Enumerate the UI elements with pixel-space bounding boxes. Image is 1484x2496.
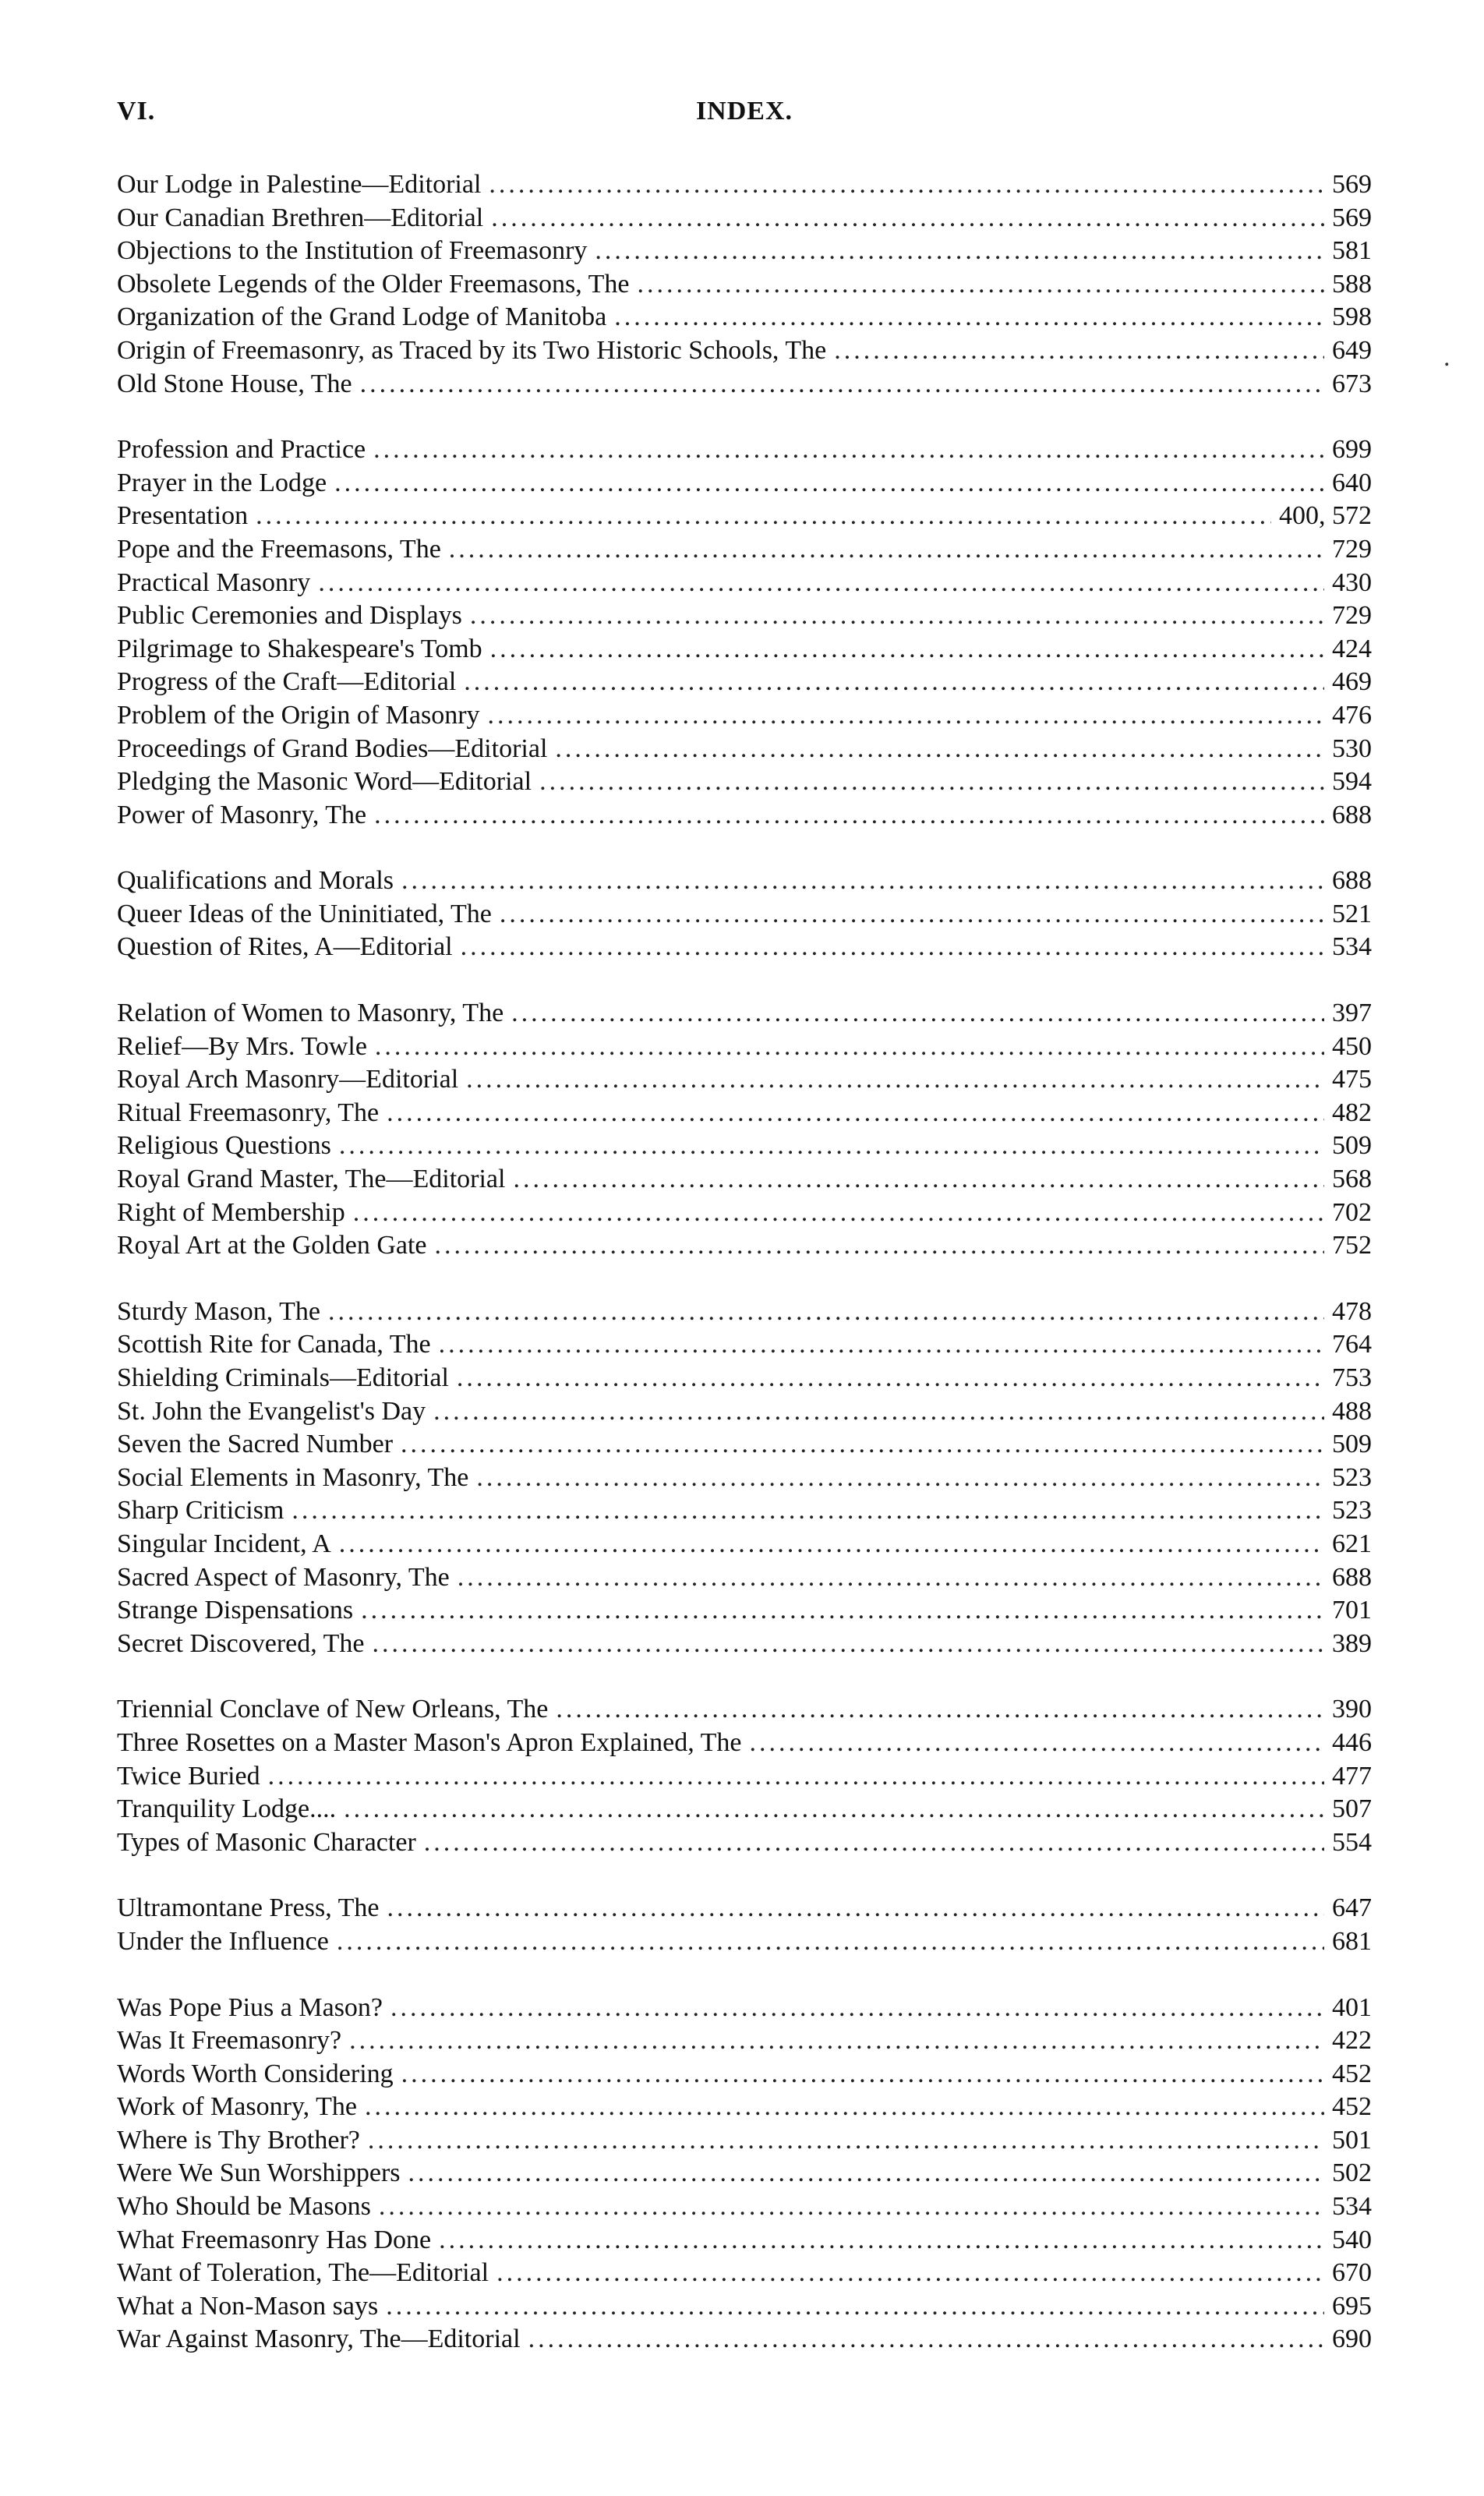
entry-title: Our Canadian Brethren—Editorial <box>117 203 484 232</box>
index-entry <box>117 1428 1372 1462</box>
entry-page-number: 478 <box>1332 1296 1372 1326</box>
index-entry <box>117 1727 1372 1760</box>
entry-page-number: 476 <box>1332 700 1372 730</box>
dot-leader <box>595 235 1324 268</box>
dot-leader <box>424 1826 1324 1860</box>
entry-page-number: 424 <box>1332 634 1372 663</box>
entry-title: Who Should be Masons <box>117 2192 371 2222</box>
entry-page-number: 534 <box>1332 2192 1372 2222</box>
dot-leader <box>387 1892 1324 1925</box>
entry-page-number: 640 <box>1332 468 1372 497</box>
dot-leader <box>489 168 1324 202</box>
dot-leader <box>375 1031 1324 1064</box>
entry-title: Obsolete Legends of the Older Freemasons, The <box>117 269 630 299</box>
index-entry <box>117 1462 1372 1495</box>
entry-title: Strange Dispensations <box>117 1596 354 1625</box>
entry-page-number: 568 <box>1332 1165 1372 1194</box>
entry-page-number: 729 <box>1332 534 1372 564</box>
index-entry <box>117 2257 1372 2290</box>
entry-title: Seven the Sacred Number <box>117 1430 394 1459</box>
index-entry <box>117 1693 1372 1727</box>
dot-leader <box>361 1594 1324 1628</box>
entry-title: Scottish Rite for Canada, The <box>117 1330 431 1359</box>
index-entry <box>117 235 1372 268</box>
index-entry <box>117 2290 1372 2324</box>
index-entry <box>117 334 1372 368</box>
dot-leader <box>401 864 1324 898</box>
index-entry <box>117 268 1372 302</box>
index-entry <box>117 1628 1372 1661</box>
entry-title: Royal Arch Masonry—Editorial <box>117 1065 459 1094</box>
dot-leader <box>556 1693 1324 1727</box>
index-entry <box>117 1395 1372 1429</box>
entry-page-number: 569 <box>1332 170 1372 199</box>
index-entry <box>117 1925 1372 1959</box>
entry-page-number: 422 <box>1332 2026 1372 2056</box>
dot-leader <box>511 997 1324 1031</box>
page-title: INDEX. <box>695 97 793 126</box>
entry-title: Religious Questions <box>117 1131 331 1161</box>
entry-page-number: 688 <box>1332 866 1372 896</box>
index-entry <box>117 733 1372 766</box>
index-entry <box>117 666 1372 699</box>
page-number-roman: VI. <box>117 97 156 126</box>
index-entry <box>117 1031 1372 1064</box>
dot-leader <box>339 1130 1324 1163</box>
index-entry <box>117 467 1372 500</box>
dot-leader <box>513 1163 1324 1197</box>
dot-leader <box>433 1395 1324 1429</box>
entry-title: Where is Thy Brother? <box>117 2125 360 2155</box>
index-entry <box>117 1561 1372 1595</box>
entry-page-number: 729 <box>1332 601 1372 631</box>
dot-leader <box>328 1296 1324 1329</box>
entry-page-number: 690 <box>1332 2325 1372 2354</box>
entry-page-number: 670 <box>1332 2258 1372 2288</box>
entry-title: Profession and Practice <box>117 435 366 465</box>
dot-leader <box>337 1925 1324 1959</box>
index-list <box>117 168 1372 2356</box>
page-header <box>117 97 1372 143</box>
entry-title: Words Worth Considering <box>117 2059 394 2088</box>
dot-leader <box>379 2190 1324 2224</box>
dot-leader <box>466 1063 1324 1097</box>
entry-page-number: 507 <box>1332 1794 1372 1824</box>
entry-page-number: 452 <box>1332 2092 1372 2122</box>
index-section <box>117 1296 1372 1661</box>
entry-page-number: 477 <box>1332 1761 1372 1791</box>
index-entry <box>117 2190 1372 2224</box>
entry-title: Right of Membership <box>117 1197 345 1227</box>
index-entry <box>117 567 1372 600</box>
entry-page-number: 482 <box>1332 1098 1372 1127</box>
dot-leader <box>268 1760 1324 1794</box>
entry-page-number: 598 <box>1332 302 1372 332</box>
entry-title: Public Ceremonies and Displays <box>117 601 462 631</box>
dot-leader <box>365 2091 1324 2124</box>
index-entry <box>117 202 1372 235</box>
entry-page-number: 523 <box>1332 1496 1372 1526</box>
entry-title: Old Stone House, The <box>117 369 352 398</box>
index-entry <box>117 599 1372 633</box>
dot-leader <box>439 1328 1324 1362</box>
entry-page-number: 450 <box>1332 1031 1372 1061</box>
index-entry <box>117 1163 1372 1197</box>
entry-title: Sturdy Mason, The <box>117 1296 320 1326</box>
entry-page-number: 502 <box>1332 2158 1372 2188</box>
index-entry <box>117 2058 1372 2091</box>
index-entry <box>117 368 1372 401</box>
index-entry <box>117 2024 1372 2058</box>
dot-leader <box>449 533 1324 567</box>
entry-title: Pilgrimage to Shakespeare's Tomb <box>117 634 482 663</box>
dot-leader <box>490 633 1324 666</box>
entry-page-number: 569 <box>1332 203 1372 232</box>
dot-leader <box>439 2224 1324 2257</box>
index-section <box>117 1693 1372 1859</box>
entry-page-number: 673 <box>1332 369 1372 398</box>
dot-leader <box>390 1992 1324 2025</box>
entry-title: What a Non-Mason says <box>117 2291 379 2321</box>
index-section <box>117 1992 1372 2357</box>
index-section <box>117 1892 1372 1958</box>
entry-title: Sacred Aspect of Masonry, The <box>117 1562 450 1592</box>
entry-title: Tranquility Lodge.... <box>117 1794 337 1824</box>
entry-title: Types of Masonic Character <box>117 1827 416 1857</box>
entry-page-number: 688 <box>1332 1562 1372 1592</box>
entry-page-number: 534 <box>1332 932 1372 962</box>
entry-page-number: 594 <box>1332 767 1372 797</box>
dot-leader <box>386 2290 1324 2324</box>
index-entry <box>117 699 1372 733</box>
entry-page-number: 521 <box>1332 899 1372 928</box>
entry-title: Under the Influence <box>117 1926 329 1956</box>
entry-title: Twice Buried <box>117 1761 260 1791</box>
index-entry <box>117 1992 1372 2025</box>
entry-title: Question of Rites, A—Editorial <box>117 932 453 962</box>
dot-leader <box>435 1229 1324 1263</box>
dot-leader <box>344 1793 1324 1826</box>
index-entry <box>117 2124 1372 2158</box>
dot-leader <box>614 301 1324 334</box>
dot-leader <box>500 898 1324 932</box>
index-entry <box>117 799 1372 833</box>
entry-title: Relation of Women to Masonry, The <box>117 999 504 1028</box>
entry-page-number: 540 <box>1332 2225 1372 2254</box>
entry-title: What Freemasonry Has Done <box>117 2225 432 2254</box>
entry-title: Qualifications and Morals <box>117 866 394 896</box>
index-entry <box>117 1063 1372 1097</box>
entry-page-number: 581 <box>1332 236 1372 266</box>
entry-title: Power of Masonry, The <box>117 800 367 829</box>
index-entry <box>117 533 1372 567</box>
entry-title: Ritual Freemasonry, The <box>117 1098 380 1127</box>
dot-leader <box>750 1727 1325 1760</box>
entry-page-number: 401 <box>1332 1992 1372 2022</box>
entry-page-number: 752 <box>1332 1231 1372 1260</box>
dot-leader <box>461 931 1324 964</box>
entry-page-number: 649 <box>1332 335 1372 365</box>
index-entry <box>117 633 1372 666</box>
entry-page-number: 501 <box>1332 2125 1372 2155</box>
dot-leader <box>470 599 1324 633</box>
dot-leader <box>555 733 1324 766</box>
entry-page-number: 588 <box>1332 269 1372 299</box>
dot-leader <box>292 1494 1324 1528</box>
dot-leader <box>834 334 1324 368</box>
entry-title: Problem of the Origin of Masonry <box>117 700 480 730</box>
index-section <box>117 864 1372 964</box>
dot-leader <box>488 699 1324 733</box>
index-section <box>117 168 1372 401</box>
entry-page-number: 430 <box>1332 567 1372 597</box>
entry-title: Practical Masonry <box>117 567 311 597</box>
entry-page-number: 488 <box>1332 1396 1372 1426</box>
dot-leader <box>387 1097 1324 1130</box>
entry-title: Royal Grand Master, The—Editorial <box>117 1165 506 1194</box>
entry-page-number: 446 <box>1332 1727 1372 1757</box>
index-entry <box>117 898 1372 932</box>
dot-leader <box>401 2058 1324 2091</box>
entry-page-number: 509 <box>1332 1430 1372 1459</box>
dot-leader <box>539 765 1324 799</box>
index-entry <box>117 2091 1372 2124</box>
dot-leader <box>408 2157 1324 2190</box>
entry-title: Relief—By Mrs. Towle <box>117 1031 367 1061</box>
entry-page-number: 621 <box>1332 1529 1372 1558</box>
entry-title: Secret Discovered, The <box>117 1628 365 1658</box>
dot-leader <box>318 567 1324 600</box>
index-entry <box>117 1362 1372 1395</box>
entry-page-number: 452 <box>1332 2059 1372 2088</box>
entry-title: Shielding Criminals—Editorial <box>117 1363 449 1392</box>
index-entry <box>117 1197 1372 1230</box>
index-entry <box>117 1229 1372 1263</box>
dot-leader <box>374 799 1324 833</box>
entry-title: Our Lodge in Palestine—Editorial <box>117 170 482 199</box>
entry-page-number: 530 <box>1332 734 1372 763</box>
entry-page-number: 764 <box>1332 1330 1372 1359</box>
dot-leader <box>360 368 1324 401</box>
entry-page-number: 647 <box>1332 1893 1372 1923</box>
index-entry <box>117 931 1372 964</box>
dot-leader <box>373 1628 1324 1661</box>
index-entry <box>117 301 1372 334</box>
index-entry <box>117 765 1372 799</box>
index-entry <box>117 864 1372 898</box>
dot-leader <box>476 1462 1324 1495</box>
entry-title: Work of Masonry, The <box>117 2092 357 2122</box>
index-entry <box>117 433 1372 467</box>
entry-page-number: 681 <box>1332 1926 1372 1956</box>
entry-title: Three Rosettes on a Master Mason's Apron Explained, The <box>117 1727 742 1757</box>
index-entry <box>117 1494 1372 1528</box>
dot-leader <box>637 268 1324 302</box>
index-entry <box>117 2157 1372 2190</box>
entry-title: Prayer in the Lodge <box>117 468 327 497</box>
entry-title: Ultramontane Press, The <box>117 1893 380 1923</box>
index-entry <box>117 1296 1372 1329</box>
dot-leader <box>334 467 1324 500</box>
entry-title: Were We Sun Worshippers <box>117 2158 401 2188</box>
entry-title: Presentation <box>117 501 249 531</box>
entry-page-number: 701 <box>1332 1596 1372 1625</box>
dot-leader <box>528 2323 1324 2356</box>
dot-leader <box>373 433 1324 467</box>
entry-page-number: 699 <box>1332 435 1372 465</box>
entry-page-number: 475 <box>1332 1065 1372 1094</box>
entry-title: Progress of the Craft—Editorial <box>117 667 457 697</box>
entry-title: Royal Art at the Golden Gate <box>117 1231 427 1260</box>
index-entry <box>117 2224 1372 2257</box>
index-section <box>117 997 1372 1263</box>
index-entry <box>117 1130 1372 1163</box>
index-entry <box>117 1826 1372 1860</box>
dot-leader <box>349 2024 1324 2058</box>
entry-title: Pledging the Masonic Word—Editorial <box>117 767 532 797</box>
dot-leader <box>496 2257 1324 2290</box>
dot-leader <box>464 666 1324 699</box>
entry-page-number: 400, 572 <box>1279 501 1372 531</box>
entry-page-number: 695 <box>1332 2291 1372 2321</box>
index-entry <box>117 1328 1372 1362</box>
entry-page-number: 389 <box>1332 1628 1372 1658</box>
index-entry <box>117 1892 1372 1925</box>
entry-title: Social Elements in Masonry, The <box>117 1462 469 1492</box>
entry-page-number: 753 <box>1332 1363 1372 1392</box>
dot-leader <box>353 1197 1324 1230</box>
entry-title: Was It Freemasonry? <box>117 2026 342 2056</box>
entry-title: Pope and the Freemasons, The <box>117 534 441 564</box>
index-entry <box>117 1793 1372 1826</box>
index-entry <box>117 1528 1372 1561</box>
dot-leader <box>458 1561 1324 1595</box>
entry-page-number: 688 <box>1332 800 1372 829</box>
dot-leader <box>491 202 1324 235</box>
index-entry <box>117 1594 1372 1628</box>
entry-page-number: 523 <box>1332 1462 1372 1492</box>
entry-page-number: 397 <box>1332 999 1372 1028</box>
entry-title: Proceedings of Grand Bodies—Editorial <box>117 734 548 763</box>
index-entry <box>117 168 1372 202</box>
entry-page-number: 469 <box>1332 667 1372 697</box>
entry-title: Was Pope Pius a Mason? <box>117 1992 383 2022</box>
index-entry <box>117 1097 1372 1130</box>
entry-title: Sharp Criticism <box>117 1496 284 1526</box>
entry-title: War Against Masonry, The—Editorial <box>117 2325 521 2354</box>
entry-title: St. John the Evangelist's Day <box>117 1396 426 1426</box>
entry-title: Want of Toleration, The—Editorial <box>117 2258 489 2288</box>
dot-leader <box>401 1428 1324 1462</box>
dot-leader <box>256 500 1271 533</box>
index-section <box>117 433 1372 832</box>
entry-page-number: 554 <box>1332 1827 1372 1857</box>
entry-title: Triennial Conclave of New Orleans, The <box>117 1695 549 1724</box>
index-entry <box>117 500 1372 533</box>
index-entry <box>117 2323 1372 2356</box>
dot-leader <box>339 1528 1324 1561</box>
dot-leader <box>457 1362 1324 1395</box>
entry-title: Singular Incident, A <box>117 1529 331 1558</box>
entry-title: Organization of the Grand Lodge of Manitoba <box>117 302 607 332</box>
entry-page-number: 509 <box>1332 1131 1372 1161</box>
dot-leader <box>368 2124 1324 2158</box>
entry-title: Queer Ideas of the Uninitiated, The <box>117 899 492 928</box>
entry-title: Objections to the Institution of Freemasonry <box>117 236 588 266</box>
index-entry <box>117 997 1372 1031</box>
entry-title: Origin of Freemasonry, as Traced by its Two Historic Schools, The <box>117 335 827 365</box>
entry-page-number: 390 <box>1332 1695 1372 1724</box>
entry-page-number: 702 <box>1332 1197 1372 1227</box>
stray-print-mark: . <box>1443 343 1450 372</box>
index-entry <box>117 1760 1372 1794</box>
